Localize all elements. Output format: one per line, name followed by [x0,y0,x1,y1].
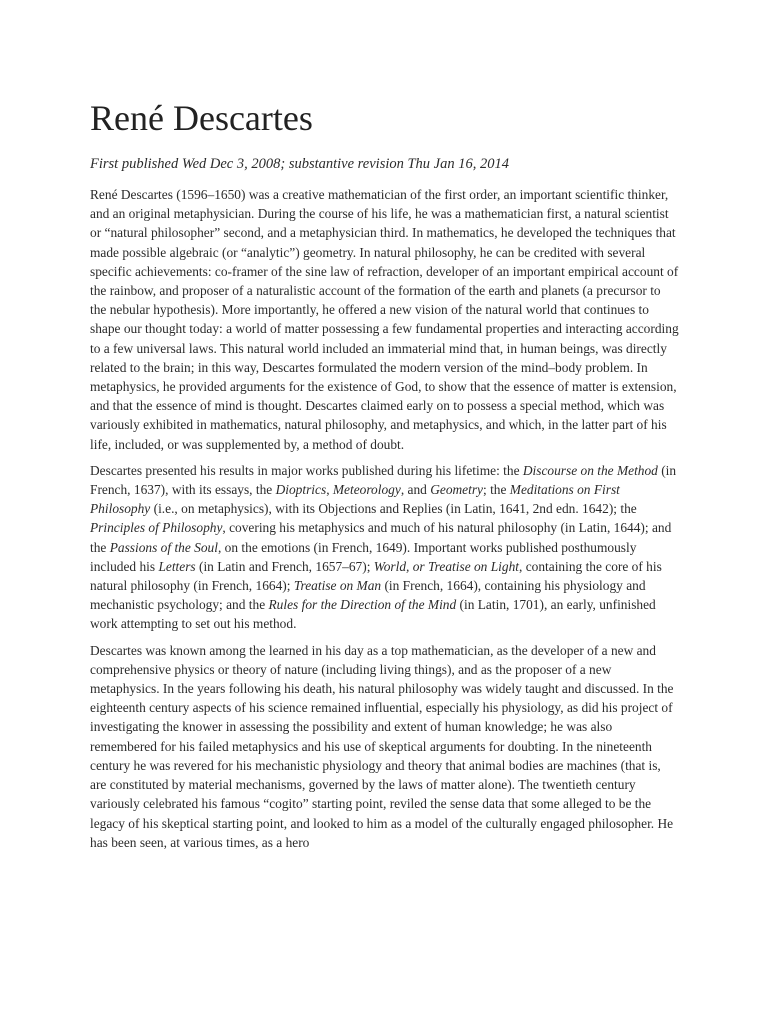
text-run: , and [400,482,431,498]
text-run: , containing the core of his natural philosophy (in French, 1664); [90,558,662,594]
text-run: (in French, 1664), containing his physiology and mechanistic psychology; and the [90,578,646,613]
article [90,96,680,859]
text-run: , on the emotions (in French, 1649). Important works published posthumously included his [90,539,637,574]
work-title: Discourse on the Method [522,462,658,478]
work-title: Treatise on Man [293,578,382,594]
work-title: Letters [158,558,196,574]
work-title: Principles of Philosophy [90,520,223,536]
work-title: Dioptrics [275,482,327,498]
work-title: Geometry [430,482,484,498]
text-run: ; the [483,482,510,498]
work-title: Meteorology [332,482,401,498]
text-run: (i.e., on metaphysics), with its Objections and Replies (in Latin, 1641, 2nd edn. 1642); the [150,501,637,517]
paragraph-3: Descartes was known among the learned in his day as a top mathematician, as the developer of a new and comprehensive physics or theory of nature (including living things), and as the proposer of a new metaphysics. In the years following his death, his natural philosophy was widely taught and discussed. In the eighteenth century aspects of his science remained influential, especially his physiology, as did his project of investigating the knower in assessing the possibility and extent of human knowledge; he was also remembered for his failed metaphysics and his use of skeptical arguments for doubting. In the nineteenth century he was revered for his mechanistic physiology and theory that animal bodies are machines (that is, are constituted by material mechanisms, governed by the laws of matter alone). The twentieth century variously celebrated his famous “cogito” starting point, reviled the sense data that some alleged to be the legacy of his skeptical starting point, and looked to him as a model of the culturally engaged philosopher. He has been seen, at various times, as a hero [90,642,674,850]
work-title: Passions of the Soul [109,539,218,555]
text-run: Descartes presented his results in major works published during his lifetime: the [90,462,523,478]
text-run: (in Latin, 1701), an early, unfinished work attempting to set out his method. [90,597,656,632]
paragraph-2 [90,461,680,634]
work-title: Meditations on First Philosophy [90,482,620,517]
text-run: (in French, 1637), with its essays, the [90,462,677,498]
paragraph-1: René Descartes (1596–1650) was a creative mathematician of the first order, an important scientific thinker, and an original metaphysician. During the course of his life, he was a mathematician first, a natural scientist or “natural philosopher” second, and a metaphysician third. In mathematics, he developed the techniques that made possible algebraic (or “analytic”) geometry. In natural philosophy, he can be credited with several specific achievements: co-framer of the sine law of refraction, developer of an important empirical account of the rainbow, and proposer of a naturalistic account of the formation of the earth and planets (a precursor to the nebular hypothesis). More importantly, he offered a new vision of the natural world that continues to shape our thought today: a world of matter possessing a few fundamental properties and interacting according to a few universal laws. This natural world included an immaterial mind that, in human beings, was directly related to the brain; in this way, Descartes formulated the modern version of the mind–body problem. In metaphysics, he provided arguments for the existence of God, to show that the essence of matter is extension, and that the essence of mind is thought. Descartes claimed early on to possess a special method, which was variously exhibited in mathematics, natural philosophy, and metaphysics, and which, in the latter part of his life, included, or was supplemented by, a method of doubt. [90,187,679,452]
text-run: , covering his metaphysics and much of his natural philosophy (in Latin, 1644); and the [90,520,672,555]
text-run: , [326,482,333,498]
work-title: Rules for the Direction of the Mind [268,597,457,613]
page-title: René Descartes [90,98,313,138]
publication-info: First published Wed Dec 3, 2008; substantive revision Thu Jan 16, 2014 [90,156,509,172]
text-run: (in Latin and French, 1657–67); [195,558,374,574]
work-title: World, or Treatise on Light [373,558,519,574]
